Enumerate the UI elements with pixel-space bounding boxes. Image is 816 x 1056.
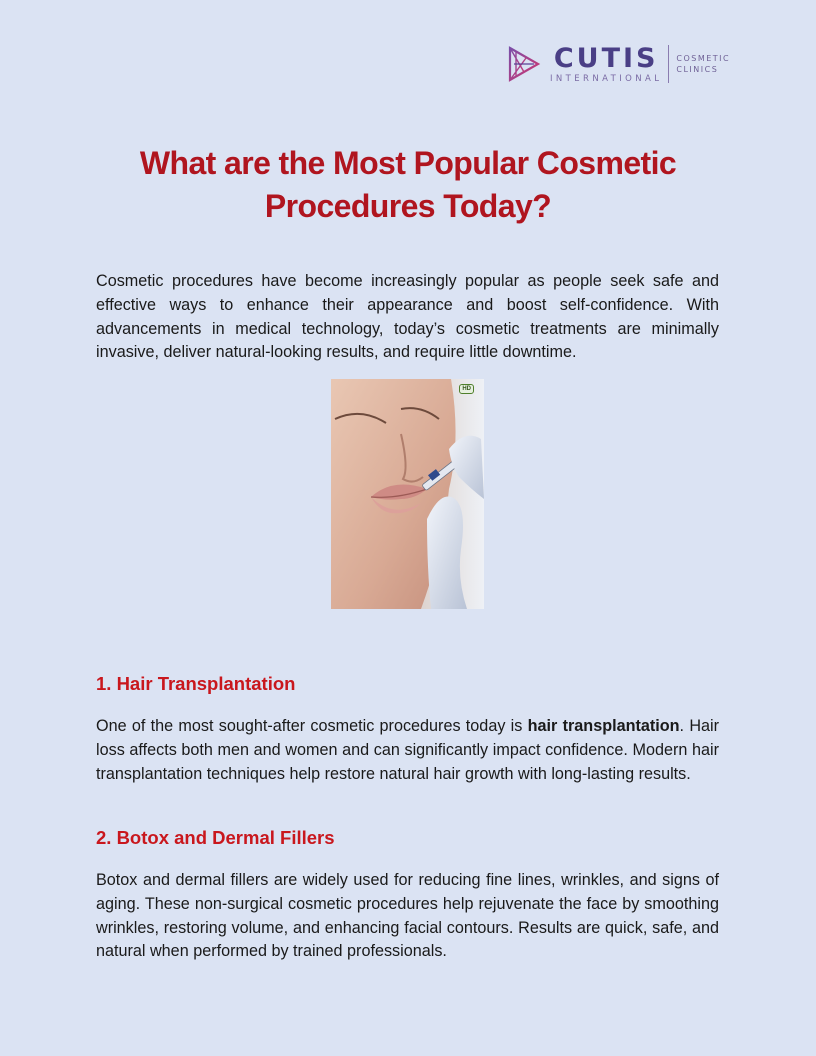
page-title <box>96 142 720 228</box>
logo-divider <box>668 45 669 83</box>
section-paragraph-hair-transplantation <box>96 715 719 786</box>
logo-mark-icon <box>506 44 542 84</box>
brand-subtitle: INTERNATIONAL <box>550 73 663 84</box>
brand-name: CUTIS <box>553 42 659 74</box>
page-title-line-2: Procedures Today? <box>264 188 552 224</box>
procedure-photo <box>331 379 484 609</box>
intro-paragraph: Cosmetic procedures have become increasingly popular as people seek safe and effective ways to enhance their appearance and boost self-confidence. With advancements in medical technology, today’s cosmetic treatments are minimally invasive, deliver natural-looking results, and require little downtime. <box>96 272 719 362</box>
hair-text-before: One of the most sought-after cosmetic procedures today is <box>96 717 528 735</box>
hd-badge: HD <box>459 384 474 394</box>
lip-filler-illustration <box>331 379 484 609</box>
hair-text-bold: hair transplantation <box>527 717 680 735</box>
section-heading-hair-transplantation: 1. Hair Transplantation <box>96 673 296 694</box>
page-title-line-1: What are the Most Popular Cosmetic <box>139 145 677 181</box>
hair-text-after: . Hair loss affects both men and women and can significantly impact confidence. Modern hair transplantation techniques help restore natural hair growth with long-lasting results. <box>96 717 719 783</box>
brand-tag-line-1: COSMETIC <box>676 54 731 63</box>
brand-tag-line-2: CLINICS <box>676 65 719 74</box>
section-heading-botox-fillers: 2. Botox and Dermal Fillers <box>96 827 335 848</box>
brand-logo <box>506 44 730 84</box>
section-paragraph-botox-fillers: Botox and dermal fillers are widely used for reducing fine lines, wrinkles, and signs of aging. These non-surgical cosmetic procedures help rejuvenate the face by smoothing wrinkles, restoring volume, and enhancing facial contours. Results are quick, safe, and natural when performed by trained professionals. <box>96 871 719 961</box>
